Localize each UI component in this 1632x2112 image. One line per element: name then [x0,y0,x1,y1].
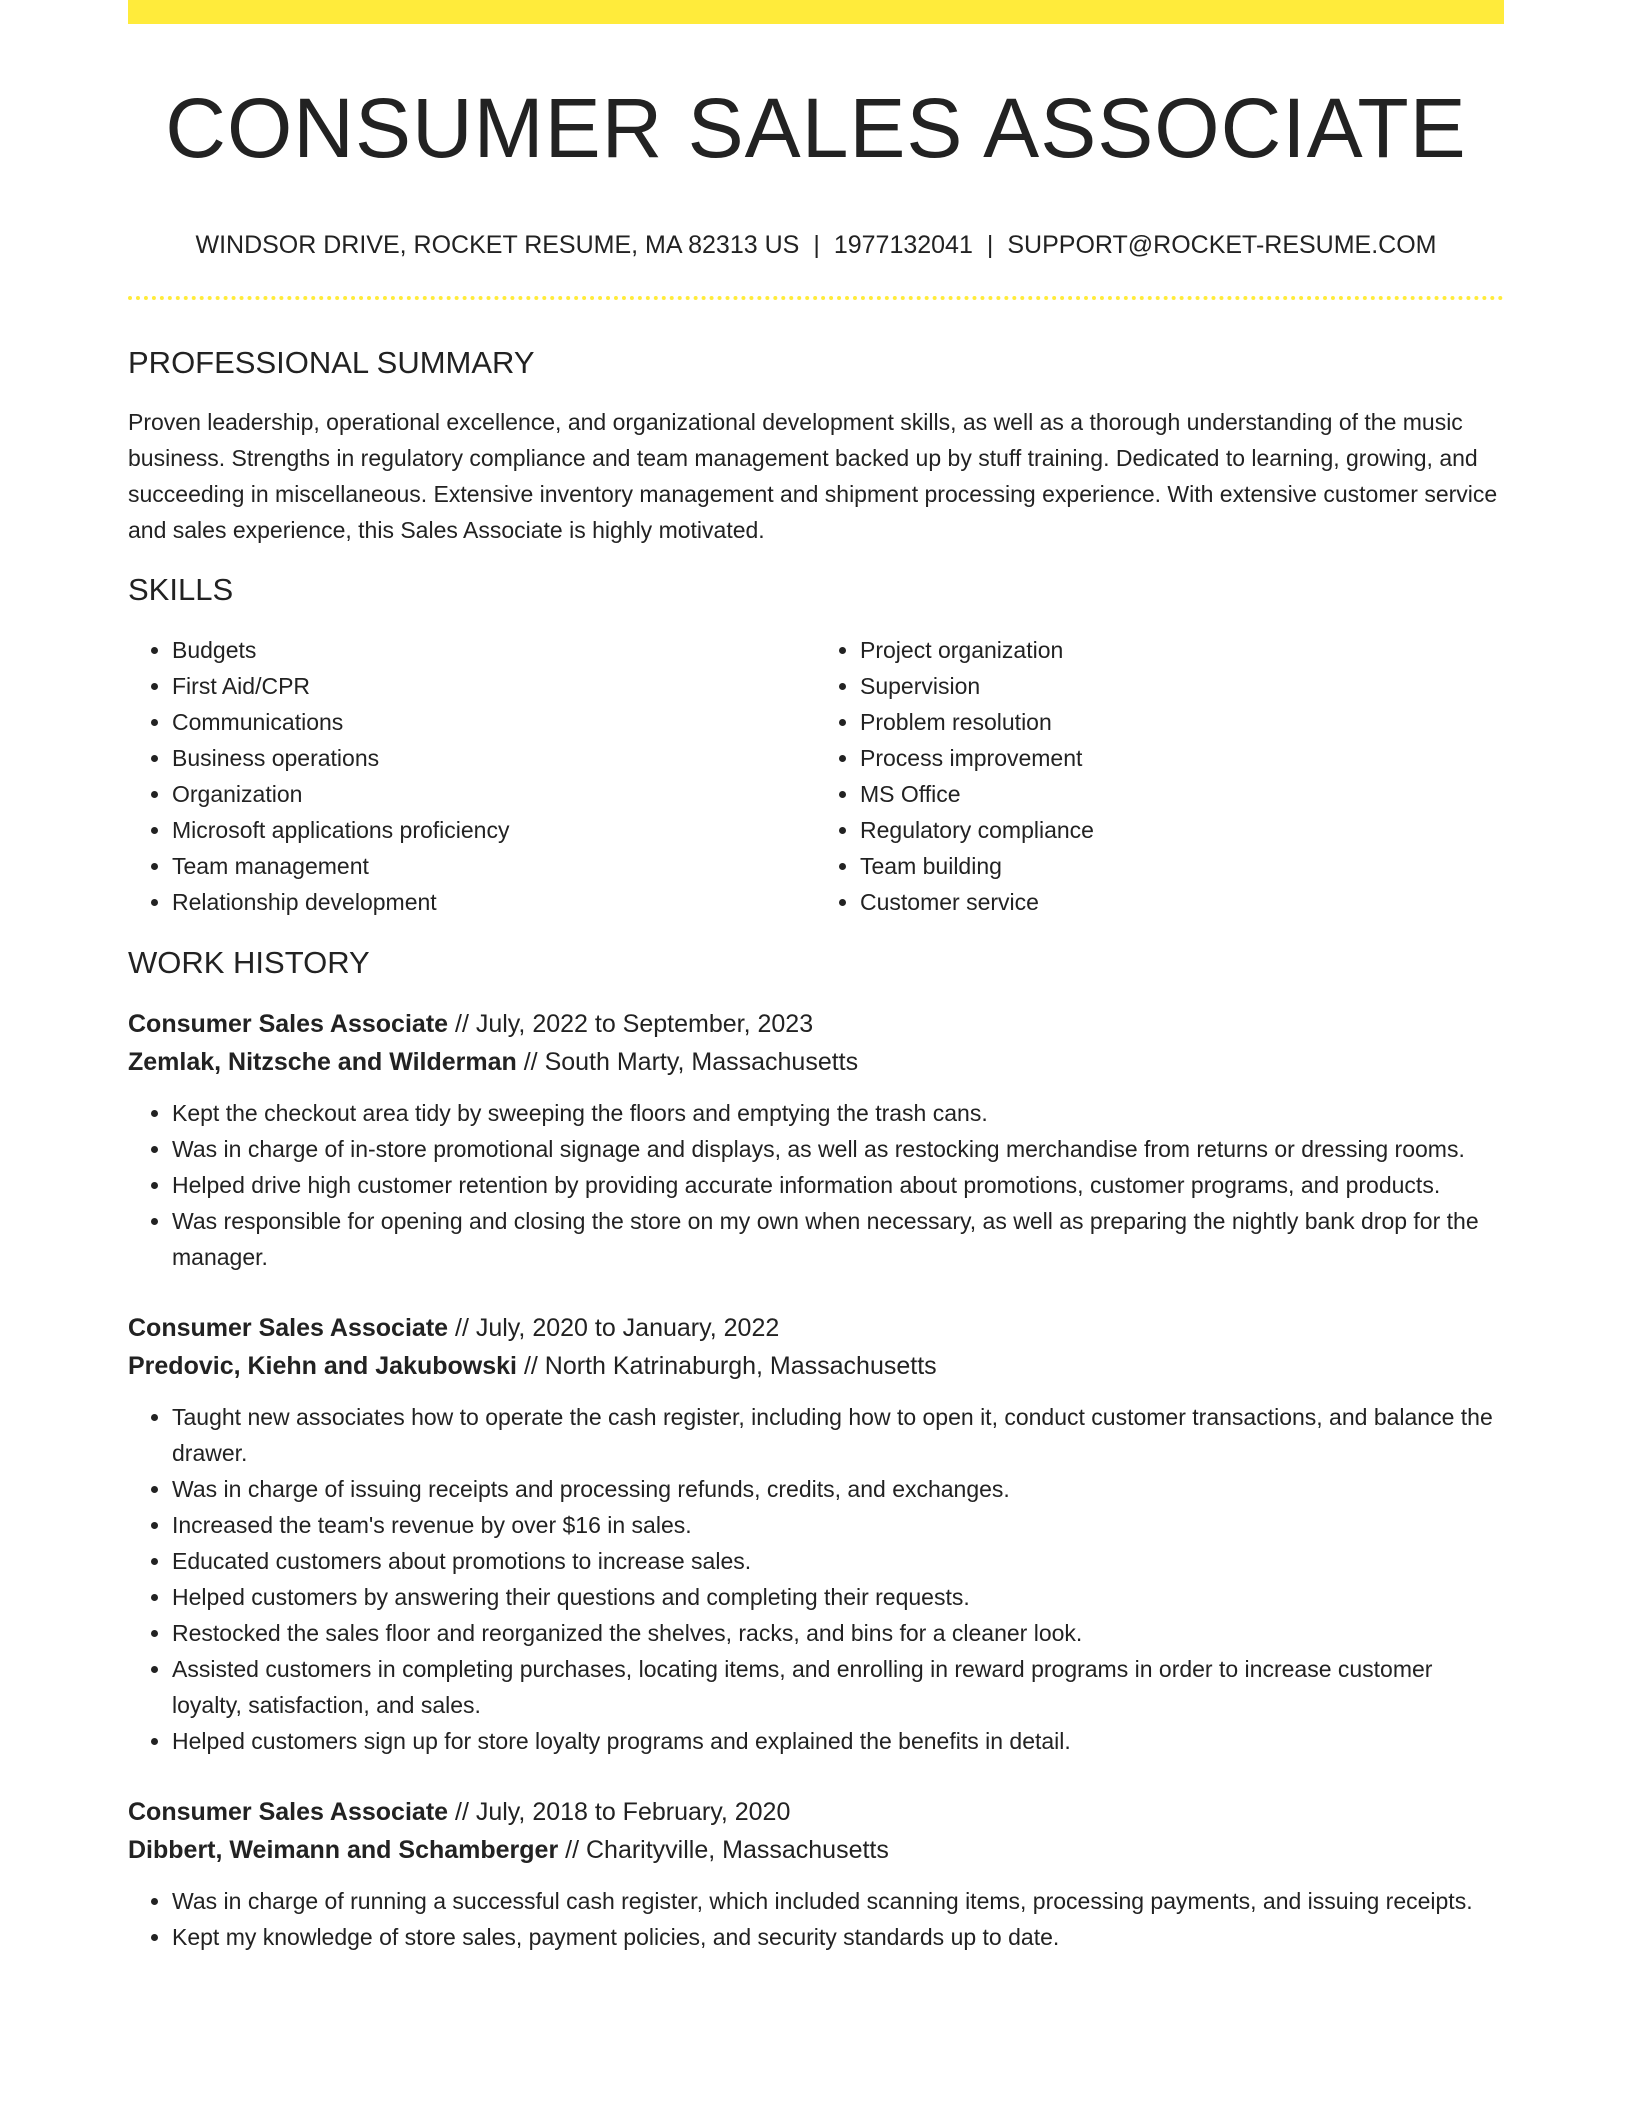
contact-line [128,230,1504,260]
job-location: // North Katrinaburgh, Massachusetts [517,1351,937,1380]
job-bullet: • Was in charge of issuing receipts and processing refunds, credits, and exchanges. [172,1471,1504,1507]
phone: 1977132041 [833,231,973,260]
job-bullet: • Kept the checkout area tidy by sweeping the floors and emptying the trash cans. [172,1095,1504,1131]
job-company-line [128,1043,1504,1081]
job-company-line [128,1347,1504,1385]
skill-item: • Process improvement [860,740,1504,776]
job-bullet: • Was in charge of running a successful cash register, which included scanning items, processing payments, and issuing receipts. [172,1883,1504,1919]
contact-separator: | [986,231,994,260]
job-bullets [128,1095,1504,1275]
job-company: Zemlak, Nitzsche and Wilderman [128,1047,517,1076]
contact-separator: | [813,231,820,260]
job-location: // South Marty, Massachusetts [516,1047,859,1076]
address: WINDSOR DRIVE, ROCKET RESUME, MA 82313 US [195,231,800,260]
job-dates: // July, 2018 to February, 2020 [448,1797,791,1826]
skills-left-column [128,632,816,920]
job-role: Consumer Sales Associate [128,1009,449,1038]
skill-item: • Organization [172,776,816,812]
job-company: Dibbert, Weimann and Schamberger [128,1835,559,1864]
skill-item: • Project organization [860,632,1504,668]
job-entry [128,1005,1504,1275]
skill-item: • Team management [172,848,816,884]
job-company-line [128,1831,1504,1869]
job-bullet: • Restocked the sales floor and reorganized the shelves, racks, and bins for a cleaner look. [172,1615,1504,1651]
work-history-title: WORK HISTORY [128,944,370,980]
job-company: Predovic, Kiehn and Jakubowski [128,1351,518,1380]
skill-item: • Microsoft applications proficiency [172,812,816,848]
job-bullet: • Assisted customers in completing purchases, locating items, and enrolling in reward programs in order to increase customer loyalty, satisfaction, and sales. [172,1651,1504,1723]
job-dates: // July, 2022 to September, 2023 [448,1009,814,1038]
job-role-line [128,1793,1504,1831]
skill-item: • Relationship development [172,884,816,920]
job-location: // Charityville, Massachusetts [558,1835,889,1864]
resume-name: CONSUMER SALES ASSOCIATE [165,81,1467,175]
job-bullet: • Helped drive high customer retention by providing accurate information about promotions, customer programs, and products. [172,1167,1504,1203]
job-bullet: • Helped customers by answering their questions and completing their requests. [172,1579,1504,1615]
job-entry [128,1793,1504,1955]
job-bullet: • Kept my knowledge of store sales, payment policies, and security standards up to date. [172,1919,1504,1955]
job-role-line [128,1005,1504,1043]
skills-right-column [816,632,1504,920]
skill-item: • Regulatory compliance [860,812,1504,848]
skills-title: SKILLS [128,571,234,607]
dotted-divider [128,296,1504,300]
resume-page [128,0,1504,1955]
email: SUPPORT@ROCKET-RESUME.COM [1007,231,1437,260]
skill-item: • First Aid/CPR [172,668,816,704]
job-bullet: • Was in charge of in-store promotional signage and displays, as well as restocking merchandise from returns or dressing rooms. [172,1131,1504,1167]
summary-title: PROFESSIONAL SUMMARY [128,345,535,381]
skill-item: • Problem resolution [860,704,1504,740]
skill-item: • Customer service [860,884,1504,920]
skill-item: • Communications [172,704,816,740]
job-bullet: • Was responsible for opening and closing the store on my own when necessary, as well as preparing the nightly bank drop for the manager. [172,1203,1504,1275]
job-bullet: • Increased the team's revenue by over $16 in sales. [172,1507,1504,1543]
summary-text: Proven leadership, operational excellence, and organizational development skills, as well as a thorough understanding of the music business. Strengths in regulatory compliance and team management backed up by stuff training. Dedicated to learning, growing, and succeeding in miscellaneous. Extensive inventory management and shipment processing experience. With extensive customer service and sales experience, this Sales Associate is highly motivated. [128,408,1498,543]
skill-item: • MS Office [860,776,1504,812]
job-role: Consumer Sales Associate [128,1797,449,1826]
skill-item: • Team building [860,848,1504,884]
job-bullet: • Educated customers about promotions to increase sales. [172,1543,1504,1579]
skill-item: • Supervision [860,668,1504,704]
skill-item: • Business operations [172,740,816,776]
job-entry [128,1309,1504,1759]
accent-top-bar [128,0,1504,24]
job-role: Consumer Sales Associate [128,1313,449,1342]
job-bullets [128,1399,1504,1759]
job-bullet: • Taught new associates how to operate the cash register, including how to open it, conduct customer transactions, and balance the drawer. [172,1399,1504,1471]
job-dates: // July, 2020 to January, 2022 [448,1313,780,1342]
skills-list [128,632,1504,920]
skill-item: • Budgets [172,632,816,668]
job-role-line [128,1309,1504,1347]
job-bullet: • Helped customers sign up for store loyalty programs and explained the benefits in detail. [172,1723,1504,1759]
job-bullets [128,1883,1504,1955]
